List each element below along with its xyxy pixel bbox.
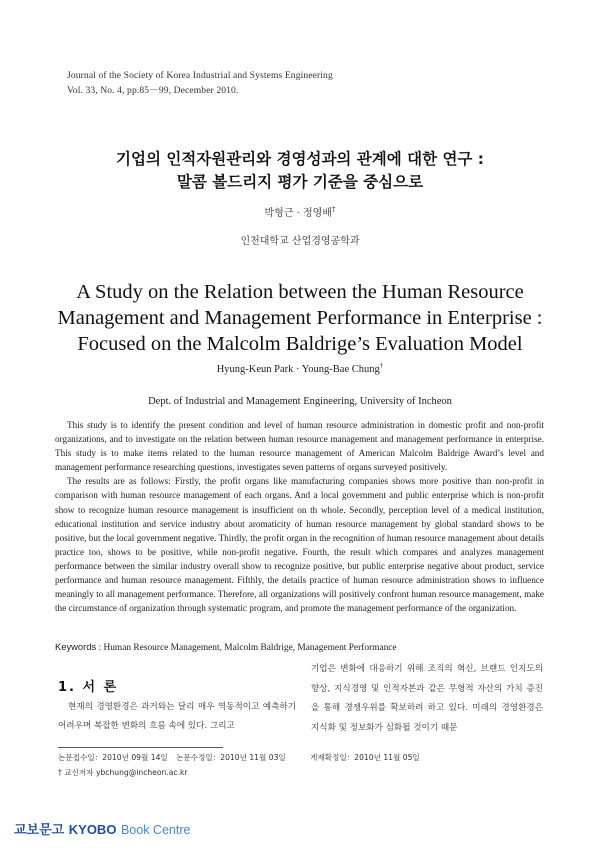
submission-dates xyxy=(58,752,548,763)
corresponding-author xyxy=(58,767,188,778)
corresponding-email[interactable]: ybchung@incheon.ac.kr xyxy=(95,768,188,777)
korean-affiliation: 인천대학교 산업경영공학과 xyxy=(240,236,360,247)
abstract-paragraph: The results are as follows: Firstly, the profit organs like manufacturing companies shows more positive than non-profit in comparison with human resource management of each organs. And a local government and public enterprise which is non-profit show to recognize human resource management is insufficient on th whole. Secondly, perception level of a medical institution, educational institution and service industry about aromaticity of human resource management by global standard shows to be positive, but the local government negative. Thirdly, the profit organ in the recognition of human resource management about details practice too, shows to be positive, while non-profit negative. Fourth, the result which compares and analyzes management performance between the similar industry overall show to recognize positive, but public enterprise negative about product, service performance and human resource management. Fifthly, the details practice of human resource administration shows to influence meaningly to all management performance. Therefore, all organizations will positively confront human resource management, make the circumstance of organization through systematic program, and promote the management performance of the organization. xyxy=(55,476,544,614)
received-date: 논문접수일：2010년 09월 14일 xyxy=(58,753,168,762)
keywords-separator: : xyxy=(96,643,104,653)
english-title-line3: Focused on the Malcolm Baldrige’s Evaluation Model xyxy=(77,333,523,355)
english-title-line1: A Study on the Relation between the Human Resource xyxy=(76,281,524,303)
corresponding-label: 교신저자 xyxy=(64,768,94,777)
section-title: 1. 서 론 xyxy=(58,680,119,695)
korean-title-line1: 기업의 인적자원관리와 경영성과의 관계에 대한 연구 : xyxy=(116,150,484,168)
body-paragraph: 현재의 경영환경은 과거와는 달리 매우 역동적이고 예측하기 어려우며 복잡한 변화의 흐름 속에 있다. 그리고 xyxy=(58,702,296,731)
english-authors xyxy=(0,361,600,375)
corresponding-mark: † xyxy=(332,205,336,214)
keywords xyxy=(55,641,544,653)
accepted-date: 게재확정일：2010년 11월 05일 xyxy=(310,753,420,762)
revised-date: 논문수정일：2010년 11월 03일 xyxy=(176,753,286,762)
corresponding-mark: † xyxy=(379,361,384,370)
corresponding-mark: † xyxy=(58,768,62,777)
journal-header xyxy=(67,68,333,98)
abstract-paragraph: This study is to identify the present condition and level of human resource administration in domestic profit and non-profit organizations, and to investigate on the relation between human resource management and management performance in enterprise. This study is to make items related to the human resource management of American Malcolm Baldrige Award’s level and management performance researching questions, investigates seven patterns of organs surveyed positively. xyxy=(55,420,544,473)
body-column-right: 기업은 변화에 대응하기 위해 조직의 혁신, 브랜드 인지도의 향상, 지식경영 및 인적자본과 같은 무형적 자산의 가치 증진을 통해 경쟁우위를 확보하려 하고 있다. 미래의 경영환경은 지식화 및 정보화가 심화될 것이기 때문 xyxy=(311,664,543,734)
korean-authors xyxy=(0,204,600,219)
keywords-text: Human Resource Management, Malcolm Baldrige, Management Performance xyxy=(103,643,397,653)
logo-korean: 교보문고 xyxy=(14,823,65,838)
footnote-divider xyxy=(58,747,223,748)
korean-title-line2: 말콤 볼드리지 평가 기준을 중심으로 xyxy=(176,173,424,191)
kyobo-logo xyxy=(14,819,190,838)
abstract xyxy=(55,418,544,615)
english-author-names: Hyung-Keun Park · Young-Bae Chung xyxy=(216,364,380,375)
journal-volume: Vol. 33, No. 4, pp.85－99, December 2010. xyxy=(67,85,239,96)
keywords-label: Keywords xyxy=(55,641,97,652)
body-column-left xyxy=(58,698,296,736)
journal-name: Journal of the Society of Korea Industrial and Systems Engineering xyxy=(67,70,333,81)
logo-bookcentre: Book Centre xyxy=(120,823,191,837)
korean-author-names: 박형근 · 정영배 xyxy=(264,208,332,219)
logo-kyobo: KYOBO xyxy=(68,822,117,837)
english-affiliation: Dept. of Industrial and Management Engineering, University of Incheon xyxy=(148,396,452,407)
english-title-line2: Management and Management Performance in Enterprise : xyxy=(57,307,543,329)
